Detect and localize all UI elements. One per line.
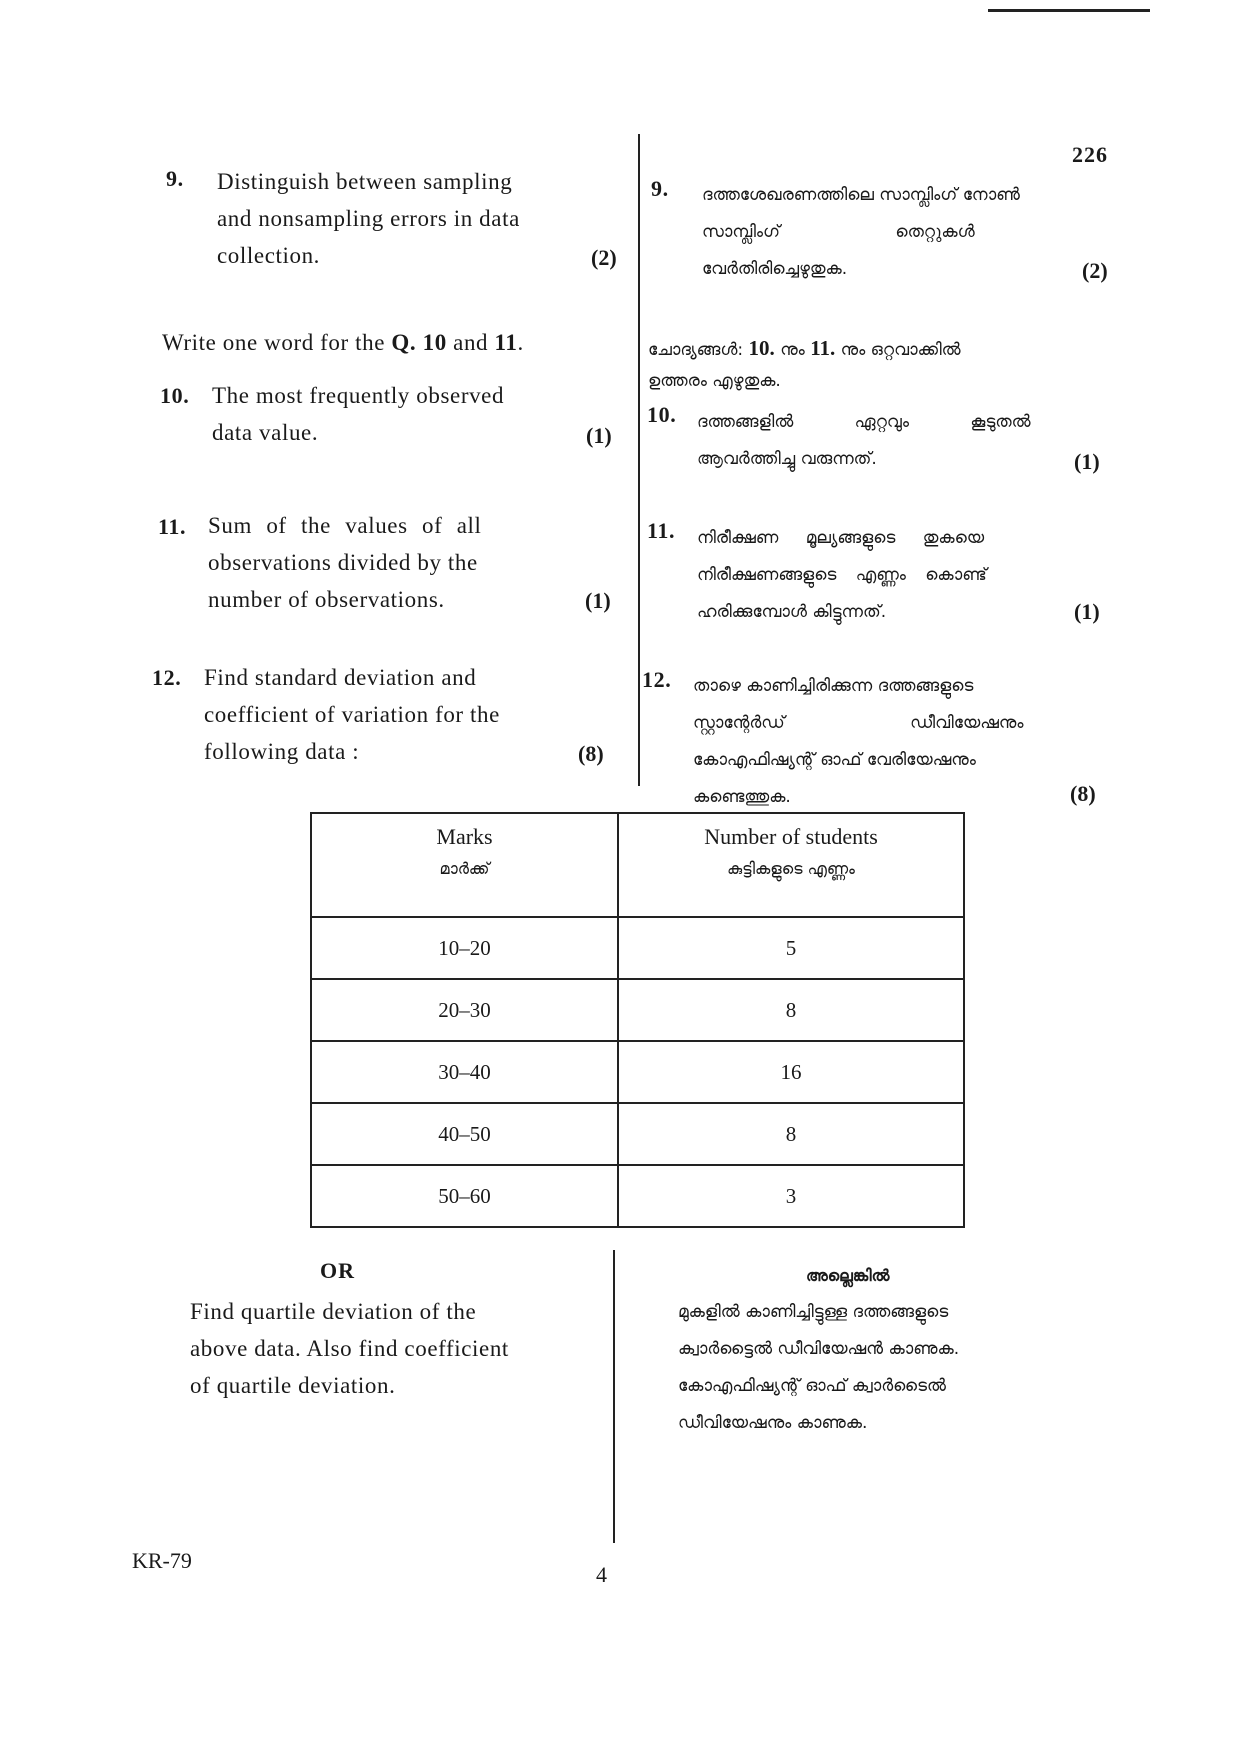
en-instruction bbox=[162, 324, 524, 361]
table-row bbox=[311, 979, 964, 1041]
ml-instruction-pre: ചോദ്യങ്ങൾ: bbox=[648, 340, 749, 360]
students-header bbox=[618, 813, 964, 917]
ml-q9-line: സാമ്പ്ലിംഗ് തെറ്റുകൾ bbox=[702, 222, 975, 242]
en-q12-line: coefficient of variation for the bbox=[204, 702, 500, 727]
ml-instruction-10: 10. bbox=[748, 336, 775, 360]
ml-q9-text bbox=[702, 177, 1054, 288]
ml-q11-line: നിരീക്ഷണ മൂല്യങ്ങളുടെ തുകയെ bbox=[697, 528, 985, 548]
ml-instruction-11: 11. bbox=[810, 336, 836, 360]
en-instruction-pre: Write one word for the bbox=[162, 330, 392, 355]
ml-q10-line: ആവർത്തിച്ചു വരുന്നത്. bbox=[697, 449, 877, 469]
ml-q10-line: ദത്തങ്ങളിൽ ഏറ്റവും കൂടുതൽ bbox=[697, 412, 1031, 432]
en-instruction-and: and bbox=[446, 330, 495, 355]
ml-or-line: ക്വാർട്ടൈൽ ഡീവിയേഷൻ കാണുക. bbox=[678, 1339, 960, 1359]
ml-instruction-post: നും ഒറ്റവാക്കിൽ bbox=[835, 340, 961, 360]
ml-instruction-mid: നും bbox=[774, 340, 811, 360]
footer-paper-code: KR-79 bbox=[132, 1548, 192, 1573]
ml-q12-text bbox=[693, 668, 1043, 816]
students-header-en: Number of students bbox=[704, 824, 878, 849]
ml-q12-line: താഴെ കാണിച്ചിരിക്കുന്ന ദത്തങ്ങളുടെ bbox=[693, 676, 974, 696]
ml-q12-line: സ്റ്റാന്റേർഡ് ഡീവിയേഷനും bbox=[693, 713, 1024, 733]
top-rule bbox=[988, 9, 1150, 12]
table-row bbox=[311, 917, 964, 979]
ml-q11-line: ഹരിക്കുമ്പോൾ കിട്ടുന്നത്. bbox=[697, 602, 887, 622]
marks-header bbox=[311, 813, 618, 917]
en-q9-line: collection. bbox=[217, 243, 321, 268]
ml-or-line: ഡീവിയേഷനും കാണുക. bbox=[678, 1413, 868, 1433]
ml-q9-line: ദത്തശേഖരണത്തിലെ സാമ്പ്ലിംഗ് നോൺ bbox=[702, 185, 1020, 205]
en-or-label: OR bbox=[320, 1258, 355, 1283]
ml-q12-line: കോഎഫിഷ്യന്റ് ഓഫ് വേരിയേഷനും bbox=[693, 750, 976, 770]
en-q12-marks: (8) bbox=[578, 741, 604, 766]
ml-instruction bbox=[648, 330, 961, 400]
students-cell: 5 bbox=[618, 917, 964, 979]
ml-q11-text bbox=[697, 520, 1049, 631]
paper-code-text: 226 bbox=[1072, 142, 1108, 167]
ml-instruction-line2: ഉത്തരം എഴുതുക. bbox=[648, 371, 781, 391]
en-instruction-11: 11 bbox=[494, 330, 518, 355]
table-header-row bbox=[311, 813, 964, 917]
table-row bbox=[311, 1103, 964, 1165]
ml-or-label: അല്ലെങ്കിൽ bbox=[806, 1266, 890, 1285]
marks-cell: 20–30 bbox=[311, 979, 618, 1041]
en-q9-number: 9. bbox=[166, 166, 184, 191]
column-divider-bottom bbox=[613, 1250, 615, 1543]
ml-q12-line: കണ്ടെത്തുക. bbox=[693, 787, 791, 807]
en-q10-text bbox=[212, 377, 582, 451]
column-divider-top bbox=[638, 134, 640, 786]
marks-cell: 40–50 bbox=[311, 1103, 618, 1165]
en-q11-line: observations divided by the bbox=[208, 550, 478, 575]
table-row bbox=[311, 1165, 964, 1227]
en-q11-line: Sum of the values of all bbox=[208, 513, 482, 538]
en-q10-marks: (1) bbox=[586, 423, 612, 448]
en-q11-line: number of observations. bbox=[208, 587, 445, 612]
en-q9-marks: (2) bbox=[591, 245, 617, 270]
ml-q9-number: 9. bbox=[651, 176, 669, 201]
en-q12-line: Find standard deviation and bbox=[204, 665, 477, 690]
en-q11-marks: (1) bbox=[585, 588, 611, 613]
page-number: 4 bbox=[596, 1562, 607, 1587]
ml-q11-marks: (1) bbox=[1074, 599, 1100, 624]
en-q10-number: 10. bbox=[160, 383, 190, 408]
students-header-ml: കുട്ടികളുടെ എണ്ണം bbox=[727, 859, 855, 878]
en-q11-number: 11. bbox=[158, 514, 187, 539]
marks-header-en: Marks bbox=[436, 824, 493, 849]
en-q11-text bbox=[208, 507, 580, 618]
students-cell: 3 bbox=[618, 1165, 964, 1227]
marks-cell: 10–20 bbox=[311, 917, 618, 979]
en-q9-line: and nonsampling errors in data bbox=[217, 206, 520, 231]
ml-q10-text bbox=[697, 404, 1047, 478]
ml-q9-marks: (2) bbox=[1082, 258, 1108, 283]
ml-or-line: കോഎഫിഷ്യന്റ് ഓഫ് ക്വാർടൈൽ bbox=[678, 1376, 946, 1396]
en-q12-text bbox=[204, 659, 584, 770]
marks-header-ml: മാർക്ക് bbox=[439, 859, 490, 878]
en-or-line: of quartile deviation. bbox=[190, 1373, 396, 1398]
ml-q10-marks: (1) bbox=[1074, 449, 1100, 474]
ml-q10-number: 10. bbox=[647, 402, 677, 427]
ml-q12-marks: (8) bbox=[1070, 781, 1096, 806]
table-row bbox=[311, 1041, 964, 1103]
ml-q11-number: 11. bbox=[647, 518, 676, 543]
students-cell: 16 bbox=[618, 1041, 964, 1103]
en-or-line: above data. Also find coefficient bbox=[190, 1336, 509, 1361]
ml-q9-line: വേർതിരിച്ചെഴുതുക. bbox=[702, 259, 848, 279]
ml-or-text bbox=[678, 1294, 1038, 1442]
en-q12-number: 12. bbox=[152, 665, 182, 690]
en-or-line: Find quartile deviation of the bbox=[190, 1299, 477, 1324]
en-instruction-post: . bbox=[517, 330, 524, 355]
students-cell: 8 bbox=[618, 979, 964, 1041]
en-q10-line: data value. bbox=[212, 420, 319, 445]
frequency-table bbox=[310, 812, 965, 1228]
marks-cell: 50–60 bbox=[311, 1165, 618, 1227]
en-q12-line: following data : bbox=[204, 739, 360, 764]
ml-or-line: മുകളിൽ കാണിച്ചിട്ടുള്ള ദത്തങ്ങളുടെ bbox=[678, 1302, 949, 1322]
en-q9-line: Distinguish between sampling bbox=[217, 169, 513, 194]
marks-cell: 30–40 bbox=[311, 1041, 618, 1103]
students-cell: 8 bbox=[618, 1103, 964, 1165]
ml-q11-line: നിരീക്ഷണങ്ങളുടെ എണ്ണം കൊണ്ട് bbox=[697, 565, 987, 585]
en-or-text bbox=[190, 1293, 570, 1404]
ml-q12-number: 12. bbox=[642, 667, 672, 692]
en-instruction-q: Q. bbox=[391, 330, 417, 355]
en-q9-text bbox=[217, 163, 577, 274]
en-q10-line: The most frequently observed bbox=[212, 383, 505, 408]
en-instruction-10: 10 bbox=[422, 330, 447, 355]
